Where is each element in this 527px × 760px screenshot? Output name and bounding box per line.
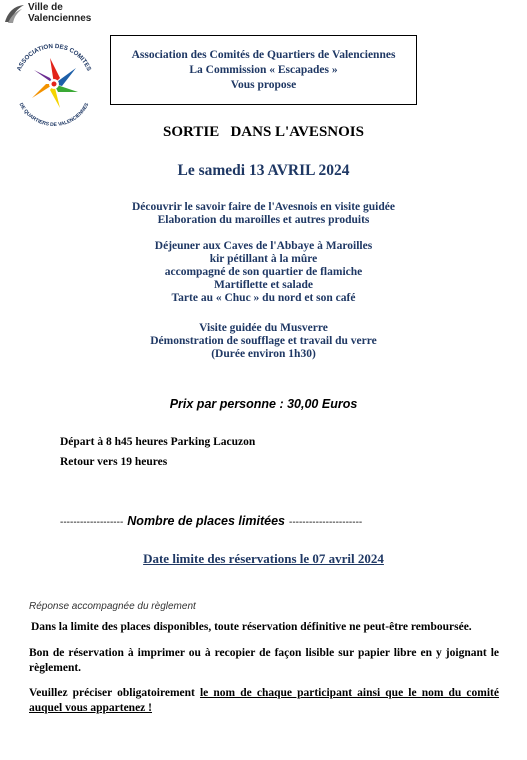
ville-de-valenciennes-logo [2,2,112,28]
assoc-logo-top-text: ASSOCIATION DES COMITES [15,42,93,73]
reply-note: Réponse accompagnée du règlement [29,601,196,612]
program-line: Découvrir le savoir faire de l'Avesnois en visite guidée [132,201,395,213]
limited-places-line [60,512,362,530]
program-line: Tarte au « Chuc » du nord et son café [171,292,356,304]
dash-right: ---------------------- [288,517,363,528]
ville-logo-line2: Valenciennes [28,13,92,24]
limited-places-label: Nombre de places limitées [127,514,285,528]
header-line-association: Association des Comités de Quartiers de Valenciennes [131,49,396,61]
association-star-emblem [6,32,102,128]
refund-notice: Dans la limite des places disponibles, toute réservation définitive ne peut-être remboursée. [31,621,472,633]
program-line: Visite guidée du Musverre [199,322,328,334]
participant-notice-underlined: le nom de chaque participant ainsi que le nom du comité auquel vous appartenez ! [29,687,499,714]
header-box [110,35,417,105]
program-block-visit [0,201,527,227]
event-title: SORTIE DANS L'AVESNOIS [163,124,364,140]
program-line: accompagné de son quartier de flamiche [164,266,363,278]
reservation-deadline: Date limite des réservations le 07 avril 2024 [143,551,384,566]
participant-notice-prefix: Veuillez préciser obligatoirement [29,687,200,699]
association-comites-logo [6,32,102,128]
program-line: kir pétillant à la mûre [209,253,318,265]
ville-logo-line1: Ville de [28,2,63,13]
participant-info-notice [29,686,499,716]
program-line: Déjeuner aux Caves de l'Abbaye à Maroilles [154,240,373,252]
price-per-person: Prix par personne : 30,00 Euros [169,397,358,411]
program-line: Martiflette et salade [214,279,313,291]
header-line-commission: La Commission « Escapades » [189,64,338,76]
program-line: (Durée environ 1h30) [211,348,316,360]
return-info: Retour vers 19 heures [60,456,168,468]
event-date: Le samedi 13 AVRIL 2024 [177,162,350,179]
header-line-propose: Vous propose [230,79,297,91]
program-block-musverre [0,322,527,361]
assoc-logo-bottom-text: DE QUARTIERS DE VALENCIENNES [17,101,91,128]
program-block-lunch [0,240,527,305]
valenciennes-swan-icon [2,2,26,26]
ville-logo-text [28,2,91,24]
departure-info: Départ à 8 h45 heures Parking Lacuzon [60,436,256,448]
dash-left: ------------------- [60,517,124,528]
program-line: Démonstration de soufflage et travail du verre [150,335,377,347]
reservation-form-notice: Bon de réservation à imprimer ou à recopier de façon lisible sur papier libre en y joignant le règlement. [29,647,499,674]
program-line: Elaboration du maroilles et autres produits [157,214,370,226]
